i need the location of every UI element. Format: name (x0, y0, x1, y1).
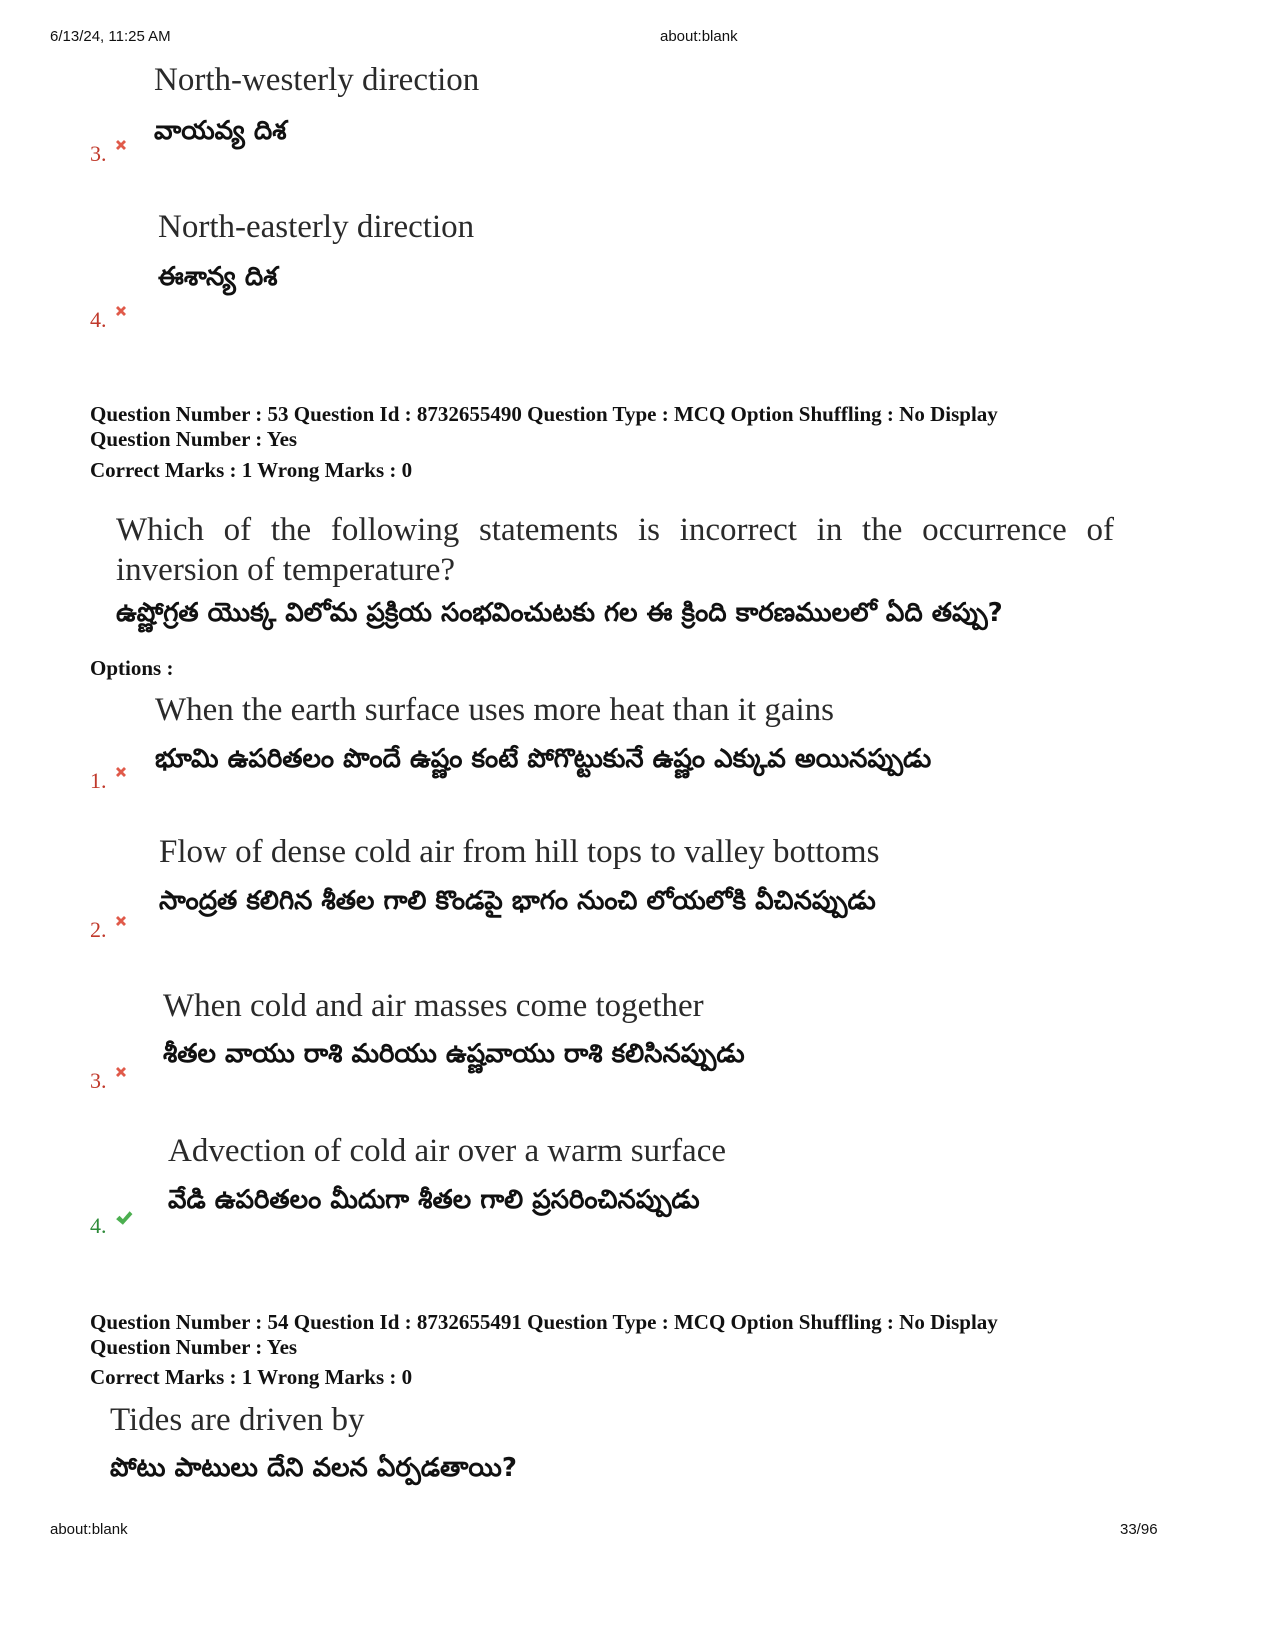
question-marks: Correct Marks : 1 Wrong Marks : 0 (90, 458, 413, 482)
question-te-text: ఉష్ణోగ్రత యొక్క విలోమ ప్రక్రియ సంభవించుటకు గల ఈ క్రింది కారణములలో ఏది తప్పు? (116, 598, 1003, 628)
option-en-text: When cold and air masses come together (163, 988, 704, 1024)
option-number: 4. (90, 1213, 135, 1239)
cross-icon (113, 1064, 129, 1080)
question-meta-line2: Question Number : Yes (90, 1335, 298, 1359)
option-te-text: ఈశాన్య దిశ (158, 262, 278, 292)
question-meta-line1: Question Number : 54 Question Id : 8732655491 Question Type : MCQ Option Shuffling : No Display (90, 1310, 998, 1334)
cross-icon (113, 137, 129, 153)
footer-url: about:blank (50, 1521, 128, 1538)
option-en-text: Flow of dense cold air from hill tops to valley bottoms (159, 834, 880, 870)
options-label: Options : (90, 656, 174, 680)
option-en-text: Advection of cold air over a warm surface (168, 1133, 727, 1169)
check-icon (113, 1209, 135, 1227)
option-en-text: North-westerly direction (154, 62, 480, 98)
option-number: 3. (90, 141, 129, 167)
question-te-text: పోటు పాటులు దేని వలన ఏర్పడతాయి? (110, 1453, 517, 1483)
print-url: about:blank (660, 28, 738, 45)
print-datetime: 6/13/24, 11:25 AM (50, 28, 171, 45)
option-number: 2. (90, 917, 129, 943)
option-te-text: వాయవ్య దిశ (154, 116, 287, 146)
page-number: 33/96 (1120, 1521, 1158, 1538)
option-number: 3. (90, 1068, 129, 1094)
option-number: 1. (90, 768, 129, 794)
option-te-text: వేడి ఉపరితలం మీదుగా శీతల గాలి ప్రసరించినప్పుడు (168, 1185, 700, 1215)
cross-icon (113, 764, 129, 780)
question-en-text: Which of the following statements is incorrect in the occurrence of inversion of temperature? (116, 512, 1114, 588)
cross-icon (113, 913, 129, 929)
option-te-text: సాంద్రత కలిగిన శీతల గాలి కొండపై భాగం నుంచి లోయలోకి వీచినప్పుడు (159, 886, 876, 916)
question-marks: Correct Marks : 1 Wrong Marks : 0 (90, 1365, 413, 1389)
option-te-text: శీతల వాయు రాశి మరియు ఉష్ణవాయు రాశి కలిసినప్పుడు (163, 1039, 745, 1069)
option-en-text: When the earth surface uses more heat than it gains (155, 692, 834, 728)
question-meta-line2: Question Number : Yes (90, 427, 298, 451)
question-meta-line1: Question Number : 53 Question Id : 8732655490 Question Type : MCQ Option Shuffling : No Display (90, 402, 998, 426)
option-en-text: North-easterly direction (158, 209, 475, 245)
cross-icon (113, 303, 129, 319)
option-number: 4. (90, 307, 129, 333)
option-te-text: భూమి ఉపరితలం పొందే ఉష్ణం కంటే పోగొట్టుకునే ఉష్ణం ఎక్కువ అయినప్పుడు (155, 744, 932, 774)
question-en-text: Tides are driven by (110, 1402, 365, 1438)
